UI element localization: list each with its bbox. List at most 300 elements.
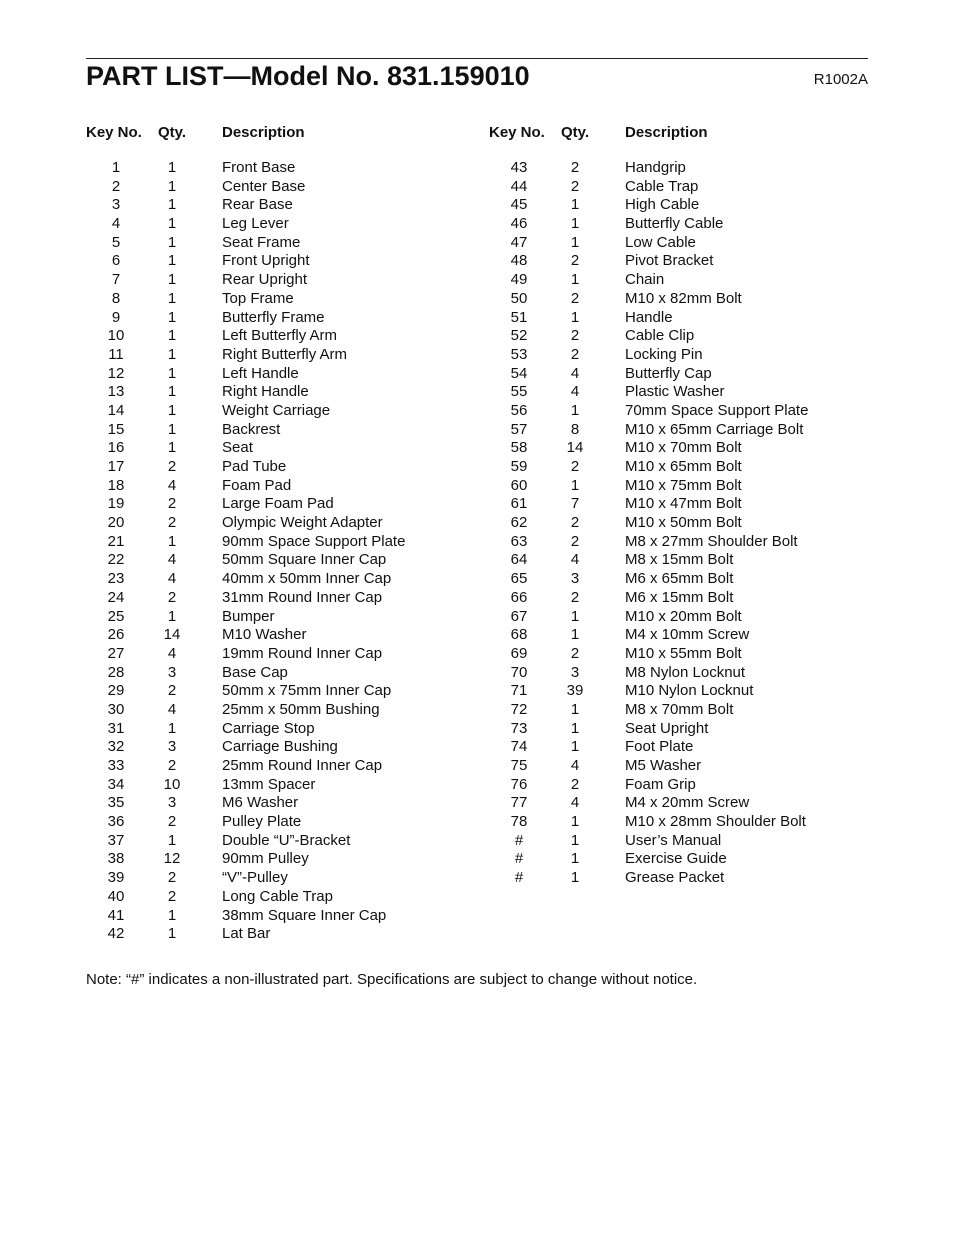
part-row [86, 327, 405, 346]
key-number: 31 [107, 719, 125, 737]
part-description: M10 x 20mm Bolt [625, 607, 742, 625]
quantity: 1 [167, 233, 177, 251]
key-number: 33 [107, 757, 125, 774]
part-row [86, 346, 405, 365]
quantity: 2 [570, 458, 580, 475]
key-number: 7 [111, 271, 121, 289]
quantity: 1 [570, 271, 580, 289]
quantity: 1 [167, 215, 177, 233]
part-row [489, 477, 808, 496]
key-number: 63 [510, 532, 528, 550]
part-description: Weight Carriage [222, 401, 331, 419]
part-row [86, 196, 405, 215]
part-row [86, 664, 405, 683]
key-number: 75 [510, 757, 528, 774]
quantity: 1 [167, 719, 177, 737]
part-row [489, 327, 808, 346]
quantity: 1 [570, 196, 580, 214]
part-row [489, 794, 808, 813]
part-row [86, 608, 405, 627]
part-description: M10 x 65mm Carriage Bolt [625, 420, 804, 438]
part-description: Grease Packet [625, 869, 725, 887]
part-description: High Cable [625, 196, 700, 214]
quantity: 4 [167, 476, 177, 494]
part-row [86, 178, 405, 197]
part-description: M8 x 27mm Shoulder Bolt [625, 532, 798, 550]
part-row [489, 458, 808, 477]
part-description: Seat [222, 439, 253, 457]
key-number: 17 [107, 458, 125, 475]
part-description: Pulley Plate [222, 813, 302, 831]
key-number: 24 [107, 588, 125, 606]
quantity: 2 [167, 458, 177, 475]
key-number: 46 [510, 215, 528, 233]
quantity: 2 [167, 588, 177, 606]
part-description: Large Foam Pad [222, 495, 334, 513]
part-row [489, 365, 808, 384]
part-description: Foam Grip [625, 775, 696, 793]
quantity: 1 [167, 252, 177, 270]
quantity: 10 [163, 775, 181, 793]
quantity: 1 [167, 308, 177, 326]
part-description: 90mm Pulley [222, 850, 309, 868]
key-number: 15 [107, 420, 125, 438]
quantity: 2 [570, 177, 580, 195]
quantity: 2 [167, 682, 177, 700]
part-row [86, 514, 405, 533]
part-description: M10 Washer [222, 626, 307, 644]
key-number: 23 [107, 570, 125, 588]
key-number: 20 [107, 514, 125, 532]
key-number: 61 [510, 495, 528, 513]
key-number: 78 [510, 813, 528, 831]
part-description: Foam Pad [222, 476, 292, 494]
part-row [489, 664, 808, 683]
part-description: “V”-Pulley [222, 869, 288, 887]
quantity: 2 [570, 514, 580, 532]
part-description: Left Butterfly Arm [222, 327, 338, 345]
part-row [86, 533, 405, 552]
quantity: 2 [570, 532, 580, 550]
part-row [489, 252, 808, 271]
key-number: 40 [107, 887, 125, 905]
part-row [489, 215, 808, 234]
quantity: 1 [570, 401, 580, 419]
quantity: 3 [570, 570, 580, 588]
part-description: Butterfly Cable [625, 215, 724, 233]
key-number: 26 [107, 626, 125, 644]
quantity: 1 [167, 271, 177, 289]
document-code: R1002A [813, 71, 868, 88]
qty-header: Qty. [561, 124, 590, 141]
part-description: Olympic Weight Adapter [222, 514, 383, 532]
key-number: 29 [107, 682, 125, 700]
part-description: M8 x 70mm Bolt [625, 700, 734, 718]
key-number: 53 [510, 345, 528, 363]
part-row [86, 290, 405, 309]
part-row [86, 365, 405, 384]
part-row [86, 234, 405, 253]
quantity: 1 [570, 700, 580, 718]
part-row [489, 757, 808, 776]
key-number: 10 [107, 327, 125, 345]
key-number: 47 [510, 233, 528, 251]
quantity: 1 [167, 401, 177, 419]
part-description: Right Handle [222, 383, 309, 401]
part-row [489, 720, 808, 739]
key-number: 51 [510, 308, 528, 326]
part-description: 50mm Square Inner Cap [222, 551, 387, 569]
quantity: 2 [167, 757, 177, 774]
part-description: M4 x 10mm Screw [625, 626, 750, 644]
part-description: Left Handle [222, 364, 299, 382]
key-number: 68 [510, 626, 528, 644]
part-description: 31mm Round Inner Cap [222, 588, 383, 606]
part-description: Bumper [222, 607, 275, 625]
part-description: Low Cable [625, 233, 696, 251]
part-description: M10 x 82mm Bolt [625, 289, 742, 307]
quantity: 2 [570, 159, 580, 176]
quantity: 1 [570, 813, 580, 831]
part-row [86, 869, 405, 888]
part-row [86, 495, 405, 514]
table-header [86, 124, 405, 159]
quantity: 2 [570, 644, 580, 662]
part-row [86, 589, 405, 608]
part-description: Pivot Bracket [625, 252, 714, 270]
part-row [86, 551, 405, 570]
key-number: 27 [107, 644, 125, 662]
quantity: 1 [570, 215, 580, 233]
part-row [86, 439, 405, 458]
key-number: 50 [510, 289, 528, 307]
key-number: 21 [107, 532, 125, 550]
part-row [86, 907, 405, 926]
quantity: 2 [570, 252, 580, 270]
part-description: Seat Upright [625, 719, 709, 737]
part-description: M5 Washer [625, 757, 702, 774]
quantity: 1 [167, 439, 177, 457]
quantity: 2 [167, 869, 177, 887]
part-row [489, 776, 808, 795]
part-row [86, 215, 405, 234]
key-number: 71 [510, 682, 528, 700]
key-number: 43 [510, 159, 528, 176]
part-description: Butterfly Cap [625, 364, 712, 382]
quantity: 2 [167, 495, 177, 513]
key-number: 60 [510, 476, 528, 494]
part-row [86, 794, 405, 813]
quantity: 3 [167, 738, 177, 756]
quantity: 3 [570, 663, 580, 681]
key-number: 3 [111, 196, 121, 214]
part-description: 90mm Space Support Plate [222, 532, 406, 550]
description-header: Description [625, 124, 708, 141]
quantity: 1 [167, 831, 177, 849]
key-number: 8 [111, 289, 121, 307]
part-row [489, 589, 808, 608]
part-description: Carriage Stop [222, 719, 315, 737]
key-number: 30 [107, 700, 125, 718]
part-row [489, 309, 808, 328]
part-row [86, 252, 405, 271]
quantity: 1 [167, 383, 177, 401]
part-description: 38mm Square Inner Cap [222, 906, 387, 924]
part-description: M4 x 20mm Screw [625, 794, 750, 812]
part-description: Locking Pin [625, 345, 703, 363]
part-description: Double “U”-Bracket [222, 831, 351, 849]
key-number: 73 [510, 719, 528, 737]
quantity: 1 [167, 364, 177, 382]
part-row [86, 682, 405, 701]
part-description: Base Cap [222, 663, 288, 681]
part-description: Cable Trap [625, 177, 699, 195]
part-row [489, 383, 808, 402]
part-description: M8 Nylon Locknut [625, 663, 746, 681]
quantity: 1 [167, 906, 177, 924]
part-row [489, 832, 808, 851]
quantity: 1 [167, 607, 177, 625]
part-description: 40mm x 50mm Inner Cap [222, 570, 392, 588]
part-description: M6 x 15mm Bolt [625, 588, 734, 606]
quantity: 2 [570, 588, 580, 606]
part-description: Rear Upright [222, 271, 308, 289]
key-number: 14 [107, 401, 125, 419]
part-description: Butterfly Frame [222, 308, 325, 326]
key-number: 59 [510, 458, 528, 475]
key-number: 77 [510, 794, 528, 812]
quantity: 7 [570, 495, 580, 513]
part-description: Front Upright [222, 252, 310, 270]
part-description: M10 x 28mm Shoulder Bolt [625, 813, 806, 831]
quantity: 3 [167, 663, 177, 681]
part-description: Long Cable Trap [222, 887, 333, 905]
key-number: 65 [510, 570, 528, 588]
part-description: Front Base [222, 159, 296, 176]
part-description: Seat Frame [222, 233, 301, 251]
part-description: Handle [625, 308, 673, 326]
part-row [489, 738, 808, 757]
part-description: M10 x 70mm Bolt [625, 439, 742, 457]
key-number: 37 [107, 831, 125, 849]
part-description: 25mm x 50mm Bushing [222, 700, 380, 718]
key-number: # [514, 869, 524, 887]
part-row [86, 309, 405, 328]
part-row [489, 439, 808, 458]
part-description: Backrest [222, 420, 281, 438]
key-number: 19 [107, 495, 125, 513]
key-number: 2 [111, 177, 121, 195]
key-number: 49 [510, 271, 528, 289]
part-description: M10 x 65mm Bolt [625, 458, 742, 475]
part-row [489, 626, 808, 645]
part-row [489, 701, 808, 720]
part-row [489, 495, 808, 514]
quantity: 4 [570, 383, 580, 401]
key-number: 4 [111, 215, 121, 233]
parts-table-right [489, 124, 808, 888]
part-description: Top Frame [222, 289, 294, 307]
key-number: 6 [111, 252, 121, 270]
quantity: 1 [167, 532, 177, 550]
part-row [86, 850, 405, 869]
part-row [86, 720, 405, 739]
part-row [489, 608, 808, 627]
quantity: 2 [167, 887, 177, 905]
part-row [489, 813, 808, 832]
part-description: Right Butterfly Arm [222, 345, 348, 363]
quantity: 14 [163, 626, 181, 644]
quantity: 3 [167, 794, 177, 812]
part-row [86, 813, 405, 832]
part-row [489, 869, 808, 888]
key-number: 38 [107, 850, 125, 868]
part-description: Center Base [222, 177, 306, 195]
key-number: 66 [510, 588, 528, 606]
part-description: M10 x 47mm Bolt [625, 495, 742, 513]
page-title: PART LIST—Model No. 831.159010 [86, 61, 530, 91]
part-description: Chain [625, 271, 665, 289]
description-header: Description [222, 124, 305, 141]
key-number: 74 [510, 738, 528, 756]
quantity: 1 [167, 327, 177, 345]
quantity: 8 [570, 420, 580, 438]
key-number: 41 [107, 906, 125, 924]
quantity: 4 [570, 757, 580, 774]
part-row [489, 290, 808, 309]
quantity: 1 [167, 159, 177, 176]
part-row [489, 159, 808, 178]
part-row [86, 570, 405, 589]
quantity: 1 [570, 476, 580, 494]
key-number: 36 [107, 813, 125, 831]
part-description: Carriage Bushing [222, 738, 338, 756]
part-row [489, 645, 808, 664]
part-description: Leg Lever [222, 215, 289, 233]
quantity: 1 [570, 850, 580, 868]
key-number: 22 [107, 551, 125, 569]
part-row [489, 551, 808, 570]
quantity: 2 [570, 345, 580, 363]
part-row [489, 514, 808, 533]
part-description: Lat Bar [222, 925, 271, 943]
part-row [489, 533, 808, 552]
part-description: 19mm Round Inner Cap [222, 644, 383, 662]
part-row [86, 383, 405, 402]
key-number: # [514, 831, 524, 849]
key-number: 42 [107, 925, 125, 943]
key-number: 34 [107, 775, 125, 793]
quantity: 4 [570, 794, 580, 812]
part-row [86, 159, 405, 178]
key-number: 76 [510, 775, 528, 793]
key-number: 44 [510, 177, 528, 195]
key-number: 16 [107, 439, 125, 457]
key-number: 62 [510, 514, 528, 532]
parts-rows-right [489, 159, 808, 888]
part-description: M8 x 15mm Bolt [625, 551, 734, 569]
quantity: 2 [570, 289, 580, 307]
quantity: 4 [167, 570, 177, 588]
part-description: M10 Nylon Locknut [625, 682, 754, 700]
top-rule [86, 58, 868, 59]
part-description: 70mm Space Support Plate [625, 401, 809, 419]
part-row [489, 178, 808, 197]
quantity: 1 [570, 626, 580, 644]
part-description: Cable Clip [625, 327, 695, 345]
quantity: 4 [570, 364, 580, 382]
table-header [489, 124, 808, 159]
quantity: 1 [570, 607, 580, 625]
part-row [86, 458, 405, 477]
key-number: 45 [510, 196, 528, 214]
part-row [86, 271, 405, 290]
part-description: 50mm x 75mm Inner Cap [222, 682, 392, 700]
quantity: 1 [570, 738, 580, 756]
quantity: 4 [167, 551, 177, 569]
key-number: 1 [111, 159, 121, 176]
key-number: 52 [510, 327, 528, 345]
key-number: 70 [510, 663, 528, 681]
part-description: Pad Tube [222, 458, 287, 475]
part-row [489, 234, 808, 253]
key-number: 57 [510, 420, 528, 438]
key-number: 32 [107, 738, 125, 756]
key-number: 69 [510, 644, 528, 662]
quantity: 4 [570, 551, 580, 569]
quantity: 12 [163, 850, 181, 868]
quantity: 2 [167, 514, 177, 532]
key-number: 25 [107, 607, 125, 625]
part-row [86, 701, 405, 720]
quantity: 14 [566, 439, 584, 457]
key-number: 18 [107, 476, 125, 494]
key-number: 56 [510, 401, 528, 419]
key-no-header: Key No. [86, 124, 142, 141]
part-row [489, 196, 808, 215]
part-description: Handgrip [625, 159, 686, 176]
part-row [86, 925, 405, 944]
part-description: M6 x 65mm Bolt [625, 570, 734, 588]
key-number: 64 [510, 551, 528, 569]
quantity: 1 [570, 308, 580, 326]
part-row [86, 421, 405, 440]
key-number: 28 [107, 663, 125, 681]
part-description: 25mm Round Inner Cap [222, 757, 383, 774]
quantity: 1 [167, 345, 177, 363]
quantity: 1 [570, 869, 580, 887]
quantity: 2 [570, 775, 580, 793]
key-number: 54 [510, 364, 528, 382]
key-number: 48 [510, 252, 528, 270]
part-row [86, 757, 405, 776]
key-number: # [514, 850, 524, 868]
key-number: 72 [510, 700, 528, 718]
key-no-header: Key No. [489, 124, 545, 141]
quantity: 1 [570, 233, 580, 251]
part-row [86, 626, 405, 645]
quantity: 4 [167, 644, 177, 662]
part-description: M10 x 55mm Bolt [625, 644, 742, 662]
part-description: Plastic Washer [625, 383, 725, 401]
part-row [489, 850, 808, 869]
key-number: 67 [510, 607, 528, 625]
key-number: 12 [107, 364, 125, 382]
quantity: 1 [167, 196, 177, 214]
part-description: M10 x 50mm Bolt [625, 514, 742, 532]
quantity: 39 [566, 682, 584, 700]
key-number: 9 [111, 308, 121, 326]
